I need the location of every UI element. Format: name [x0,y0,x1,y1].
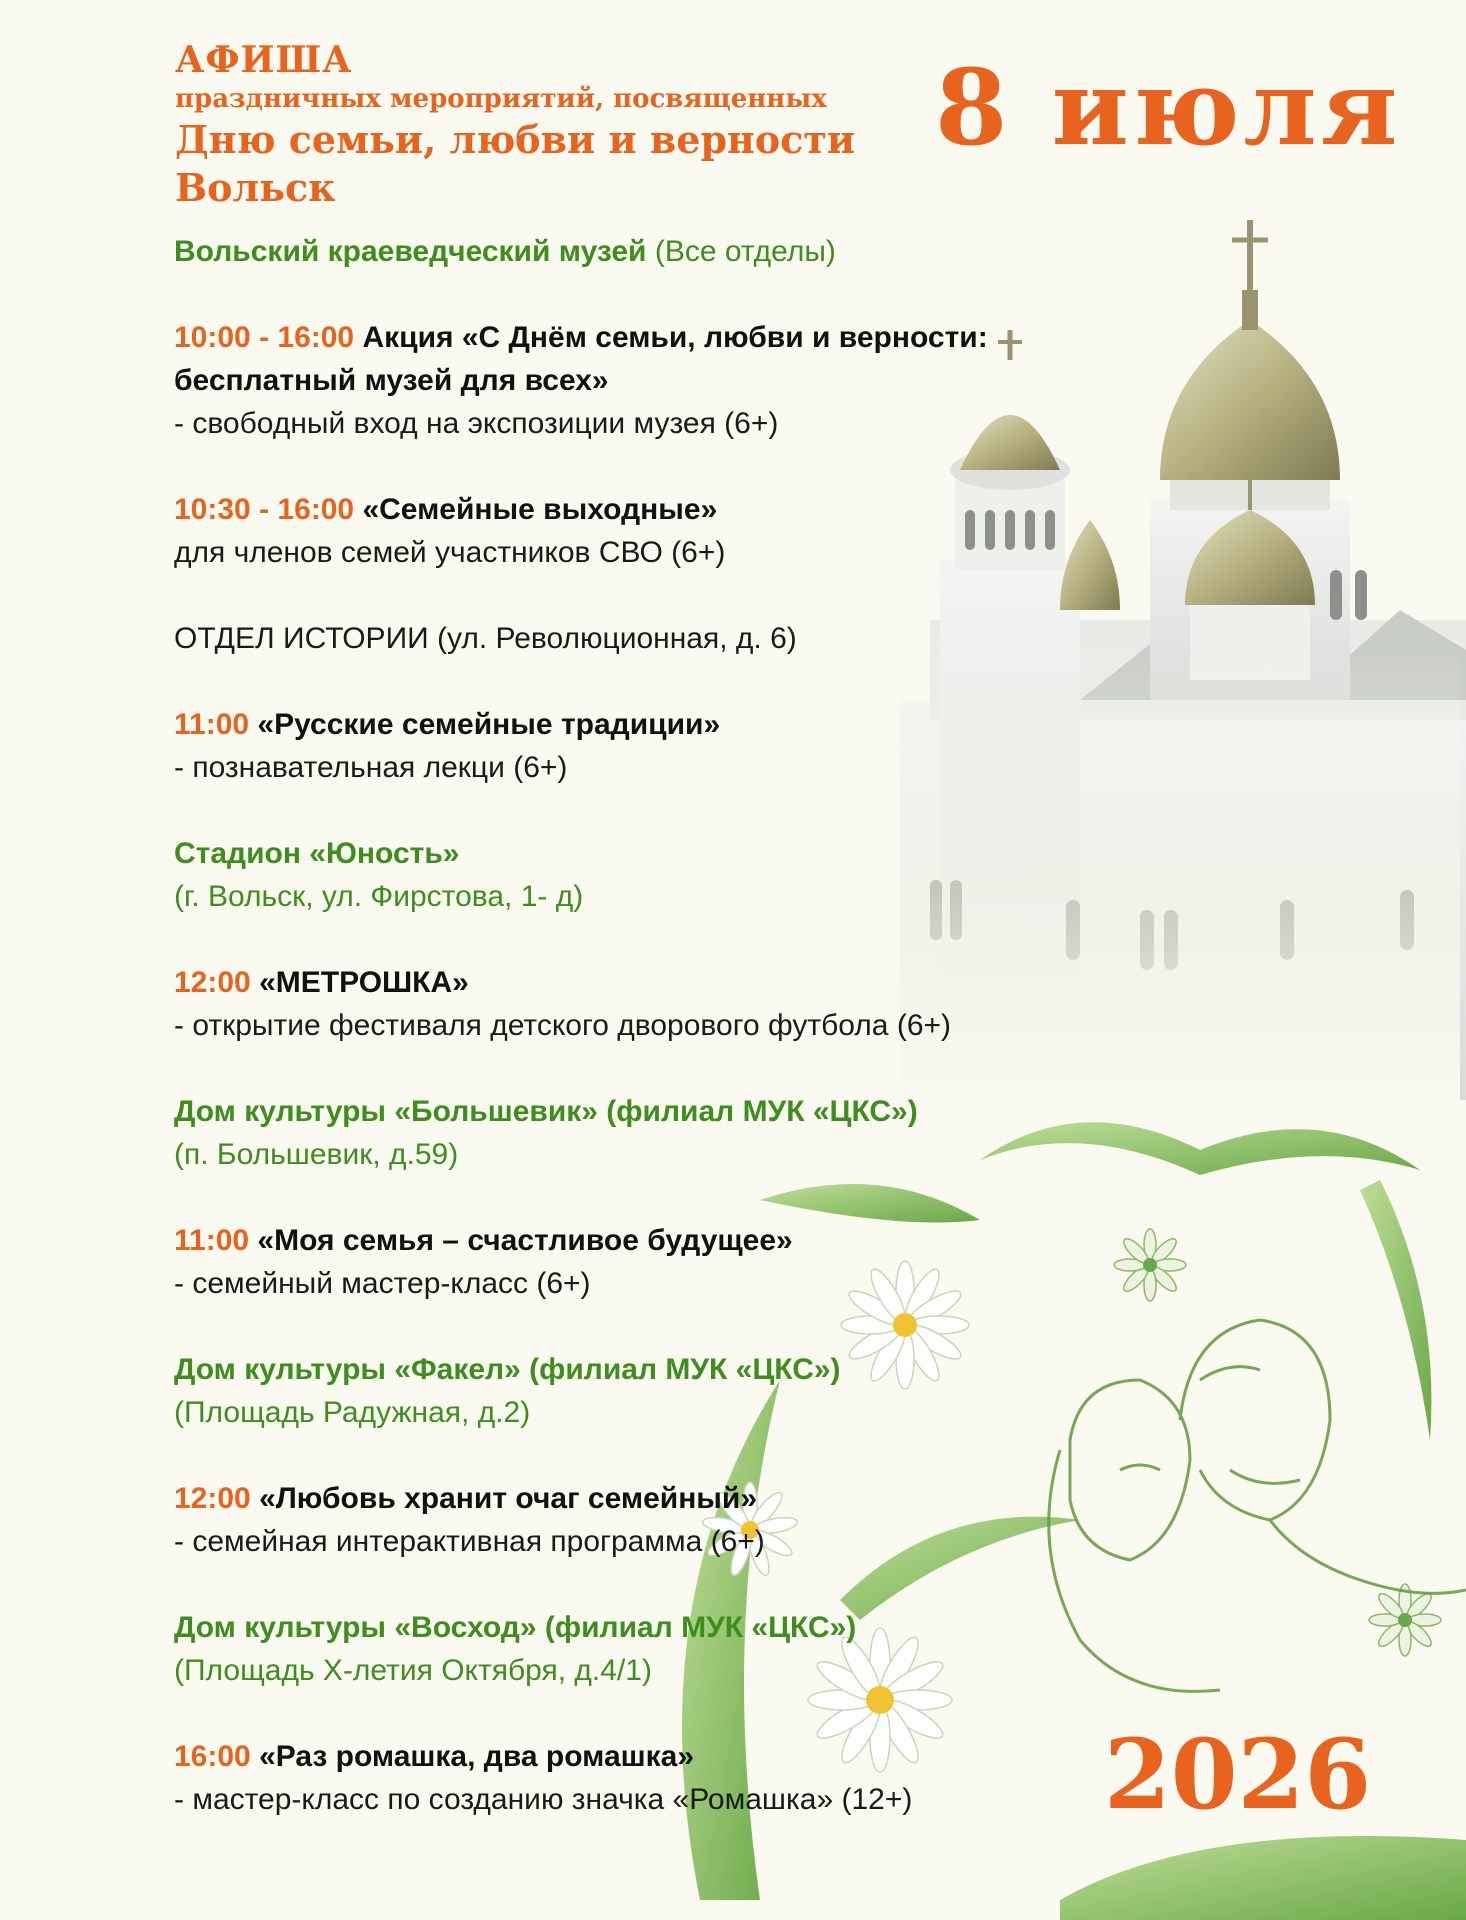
poster-city: Вольск [175,165,336,210]
venue-name: Вольский краеведческий музей [174,235,647,268]
event-description: - семейный мастер-класс (6+) [174,1267,591,1300]
event-time: 10:00 - 16:00 [174,321,355,354]
event-description: - семейная интерактивная программа (6+) [174,1525,765,1558]
poster-title: АФИША [175,39,353,81]
venue-note: (Все отделы) [646,235,836,268]
event-title-line [174,316,1034,359]
event-year: 2026 [1104,1718,1372,1831]
venue-name: Стадион «Юность» [174,837,460,870]
venue-name: Дом культуры «Восход» (филиал МУК «ЦКС») [174,1611,857,1644]
event-title-line [174,1735,1034,1778]
event-title: «Русские семейные традиции» [249,708,721,741]
event-time: 10:30 - 16:00 [174,493,355,526]
event-description: для членов семей участников СВО (6+) [174,536,726,569]
event-time: 12:00 [174,1482,251,1515]
event-program [174,230,1034,1821]
event-title: «Семейные выходные» [354,493,718,526]
event-title-line [174,488,1034,531]
venue-name: Дом культуры «Большевик» (филиал МУК «ЦКС») [174,1095,918,1128]
poster-subtitle: праздничных мероприятий, посвященных [175,84,827,114]
event-description: - познавательная лекци (6+) [174,751,568,784]
event-time: 12:00 [174,966,251,999]
poster-occasion: Дню семьи, любви и верности [175,117,856,162]
event-description: - открытие фестиваля детского дворового футбола (6+) [174,1009,952,1042]
event-description: - свободный вход на экспозиции музея (6+) [174,407,779,440]
event-title-line [174,703,1034,746]
venue-address: (г. Вольск, ул. Фирстова, 1- д) [174,880,584,913]
event-title-continued: бесплатный музей для всех» [174,364,609,397]
department-heading: ОТДЕЛ ИСТОРИИ (ул. Революционная, д. 6) [174,622,797,655]
event-title: Акция «С Днём семьи, любви и верности: [354,321,988,354]
event-title: «МЕТРОШКА» [250,966,469,999]
venue-address: (Площадь X-летия Октября, д.4/1) [174,1654,652,1687]
event-title: «Моя семья – счастливое будущее» [249,1224,793,1257]
event-title: «Любовь хранит очаг семейный» [250,1482,758,1515]
venue-address: (Площадь Радужная, д.2) [174,1396,531,1429]
event-title-line [174,961,1034,1004]
event-time: 16:00 [174,1740,251,1773]
event-title-line [174,1219,1034,1262]
event-time: 11:00 [174,1224,250,1257]
venue-heading [174,230,1034,273]
venue-address: (п. Большевик, д.59) [174,1138,459,1171]
event-time: 11:00 [174,708,250,741]
poster-header [175,38,855,212]
venue-name: Дом культуры «Факел» (филиал МУК «ЦКС») [174,1353,841,1386]
event-title: «Раз ромашка, два ромашка» [250,1740,695,1773]
event-description: - мастер-класс по созданию значка «Ромашка» (12+) [174,1783,913,1816]
event-title-line [174,1477,1034,1520]
event-date: 8 июля [935,46,1402,169]
